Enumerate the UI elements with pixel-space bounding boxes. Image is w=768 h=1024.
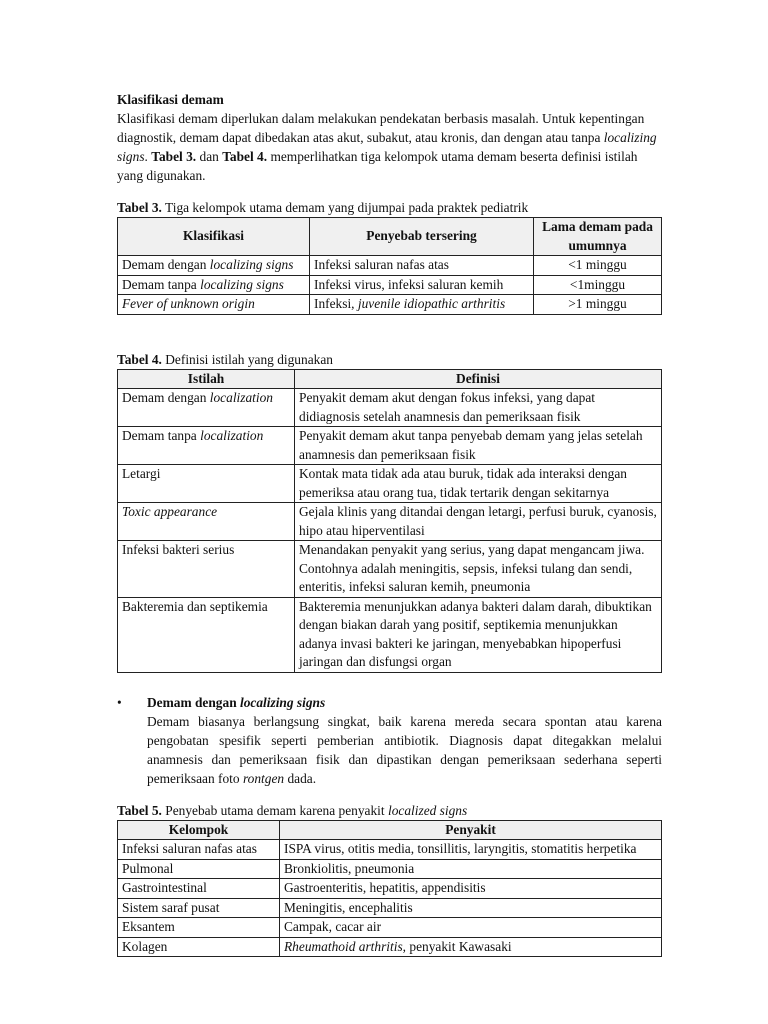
- bullet-title-italic: localizing signs: [240, 694, 326, 710]
- table-cell: Kolagen: [118, 937, 280, 957]
- table4: [117, 369, 662, 673]
- table-cell: Penyakit demam akut dengan fokus infeksi, yang dapat didiagnosis setelah anamnesis dan pemeriksaan fisik: [295, 389, 662, 427]
- table-row: [118, 427, 662, 465]
- table-cell: [118, 295, 310, 315]
- cell-italic: juvenile idiopathic arthritis: [357, 296, 506, 311]
- table5-header-row: [118, 820, 662, 840]
- cell-italic: localization: [209, 390, 273, 405]
- bullet-icon: •: [117, 694, 122, 710]
- cell-italic: Rheumathoid arthritis: [284, 938, 403, 954]
- table5-header: Penyakit: [280, 820, 662, 840]
- cell-italic: localizing signs: [200, 276, 284, 292]
- intro-and: dan: [196, 149, 223, 164]
- table-cell: [310, 275, 534, 295]
- table-cell: [280, 859, 662, 879]
- table-cell: [118, 275, 310, 295]
- cell-text: , penyakit Kawasaki: [402, 938, 512, 954]
- cell-text: Infeksi,: [314, 296, 358, 311]
- table-cell: [118, 541, 295, 598]
- table-cell: [310, 256, 534, 276]
- cell-text: Gastroenteritis, hepatitis, appendisitis: [284, 880, 486, 895]
- table-cell: Eksantem: [118, 918, 280, 938]
- intro-dot: .: [144, 149, 152, 164]
- bullet-section: [117, 693, 662, 788]
- table4-label: Tabel 4.: [117, 351, 162, 367]
- table-cell: [310, 295, 534, 315]
- table-cell: >1 minggu: [534, 295, 662, 315]
- table-cell: Infeksi saluran nafas atas: [118, 840, 280, 860]
- table-cell: <1minggu: [534, 275, 662, 295]
- bullet-body: [147, 712, 662, 788]
- table-row: [118, 275, 662, 295]
- table-row: [118, 840, 662, 860]
- intro-end: memperlihatkan tiga kelompok utama demam beserta definisi istilah yang digunakan.: [117, 149, 638, 183]
- table4-header-row: [118, 369, 662, 389]
- table-row: [118, 389, 662, 427]
- intro-paragraph: [117, 109, 662, 185]
- bullet-body-italic: rontgen: [242, 770, 285, 786]
- table5-header: Kelompok: [118, 820, 280, 840]
- table-row: [118, 256, 662, 276]
- table-cell: [118, 427, 295, 465]
- table-row: [118, 295, 662, 315]
- cell-italic: Fever of unknown origin: [122, 296, 255, 311]
- table-cell: [280, 937, 662, 957]
- table-cell: Gastrointestinal: [118, 879, 280, 899]
- table-row: [118, 503, 662, 541]
- table3-header-row: [118, 218, 662, 256]
- cell-italic: localizing signs: [209, 257, 294, 272]
- cell-text: Demam tanpa: [122, 428, 201, 443]
- cell-text: Infeksi bakteri serius: [122, 542, 235, 557]
- bullet-body-text: Demam biasanya berlangsung singkat, baik karena mereda secara spontan atau karena pengobatan spesifik seperti pemberian antibiotik. Diagnosis dapat ditegakkan melalui anamnesis dan pemeriksaan fisik dan dipastikan dengan pemeriksaan sederhana seperti pemeriksaan foto: [147, 713, 662, 786]
- cell-italic: localization: [200, 428, 264, 443]
- table3-header: Penyebab tersering: [310, 218, 534, 256]
- cell-text: Bakteremia dan septikemia: [122, 598, 268, 614]
- table-cell: Bakteremia menunjukkan adanya bakteri dalam darah, dibuktikan dengan biakan darah yang positif, septikemia menunjukkan adanya invasi bakteri ke jaringan, menyebabkan hipoperfusi jaringan dan disfungsi organ: [295, 597, 662, 672]
- table3-caption-text: Tiga kelompok utama demam yang dijumpai pada praktek pediatrik: [161, 200, 529, 215]
- table-cell: [118, 465, 295, 503]
- cell-text: Demam dengan: [122, 390, 210, 405]
- table-row: [118, 898, 662, 918]
- table-cell: [118, 389, 295, 427]
- table4-caption-text: Definisi istilah yang digunakan: [161, 351, 333, 367]
- table-row: [118, 918, 662, 938]
- document-page: [117, 90, 662, 957]
- table4-caption: [117, 351, 662, 369]
- table-cell: <1 minggu: [534, 256, 662, 276]
- ref-table3: Tabel 3.: [151, 149, 197, 164]
- table3-header: Klasifikasi: [118, 218, 310, 256]
- table3-label: Tabel 3.: [117, 200, 162, 215]
- cell-text: Letargi: [122, 466, 161, 481]
- table-cell: [280, 898, 662, 918]
- table-cell: Sistem saraf pusat: [118, 898, 280, 918]
- table-cell: [118, 256, 310, 276]
- table3-caption: [117, 199, 662, 217]
- table5-caption: [117, 802, 662, 820]
- table5-caption-text: Penyebab utama demam karena penyakit: [161, 802, 388, 818]
- table5-label: Tabel 5.: [117, 802, 162, 818]
- table-row: [118, 879, 662, 899]
- table4-header: Istilah: [118, 369, 295, 389]
- table-cell: Kontak mata tidak ada atau buruk, tidak ada interaksi dengan pemeriksa atau orang tua, tidak tertarik dengan sekitarnya: [295, 465, 662, 503]
- table-cell: Pulmonal: [118, 859, 280, 879]
- table-cell: [118, 503, 295, 541]
- cell-text: Demam tanpa: [122, 276, 201, 292]
- table-cell: Penyakit demam akut tanpa penyebab demam yang jelas setelah anamnesis dan pemeriksaan fisik: [295, 427, 662, 465]
- table-cell: [118, 597, 295, 672]
- table-cell: [280, 918, 662, 938]
- bullet-title-text: Demam dengan: [147, 694, 240, 710]
- cell-text: Meningitis, encephalitis: [284, 899, 413, 915]
- cell-text: ISPA virus, otitis media, tonsillitis, laryngitis, stomatitis herpetika: [284, 841, 637, 856]
- table-row: [118, 541, 662, 598]
- cell-text: Campak, cacar air: [284, 919, 382, 934]
- ref-table4: Tabel 4.: [222, 149, 268, 164]
- table-cell: Menandakan penyakit yang serius, yang dapat mengancam jiwa. Contohnya adalah meningitis, sepsis, infeksi tulang dan sendi, enteritis, infeksi saluran kemih, pneumonia: [295, 541, 662, 598]
- table-cell: [280, 840, 662, 860]
- table-row: [118, 937, 662, 957]
- cell-text: Demam dengan: [122, 257, 210, 272]
- table5: [117, 820, 662, 958]
- bullet-title: [147, 693, 662, 712]
- intro-italic: localizing signs: [117, 130, 657, 164]
- bullet-body-end: dada.: [284, 770, 317, 786]
- cell-text: Infeksi virus, infeksi saluran kemih: [314, 276, 504, 292]
- table-cell: Gejala klinis yang ditandai dengan letargi, perfusi buruk, cyanosis, hipo atau hiperventilasi: [295, 503, 662, 541]
- cell-text: Bronkiolitis, pneumonia: [284, 860, 415, 876]
- table3: [117, 217, 662, 315]
- intro-text: Klasifikasi demam diperlukan dalam melakukan pendekatan berbasis masalah. Untuk kepentingan diagnostik, demam dapat dibedakan atas akut, subakut, atau kronis, dan dengan atau tanpa: [117, 111, 645, 145]
- table-row: [118, 465, 662, 503]
- table5-caption-italic: localized signs: [387, 802, 468, 818]
- table-row: [118, 597, 662, 672]
- table-row: [118, 859, 662, 879]
- table4-header: Definisi: [295, 369, 662, 389]
- cell-text: Infeksi saluran nafas atas: [314, 257, 449, 272]
- table-cell: [280, 879, 662, 899]
- cell-italic: Toxic appearance: [122, 504, 218, 519]
- section-heading: Klasifikasi demam: [117, 92, 224, 107]
- table3-header: Lama demam pada umumnya: [534, 218, 662, 256]
